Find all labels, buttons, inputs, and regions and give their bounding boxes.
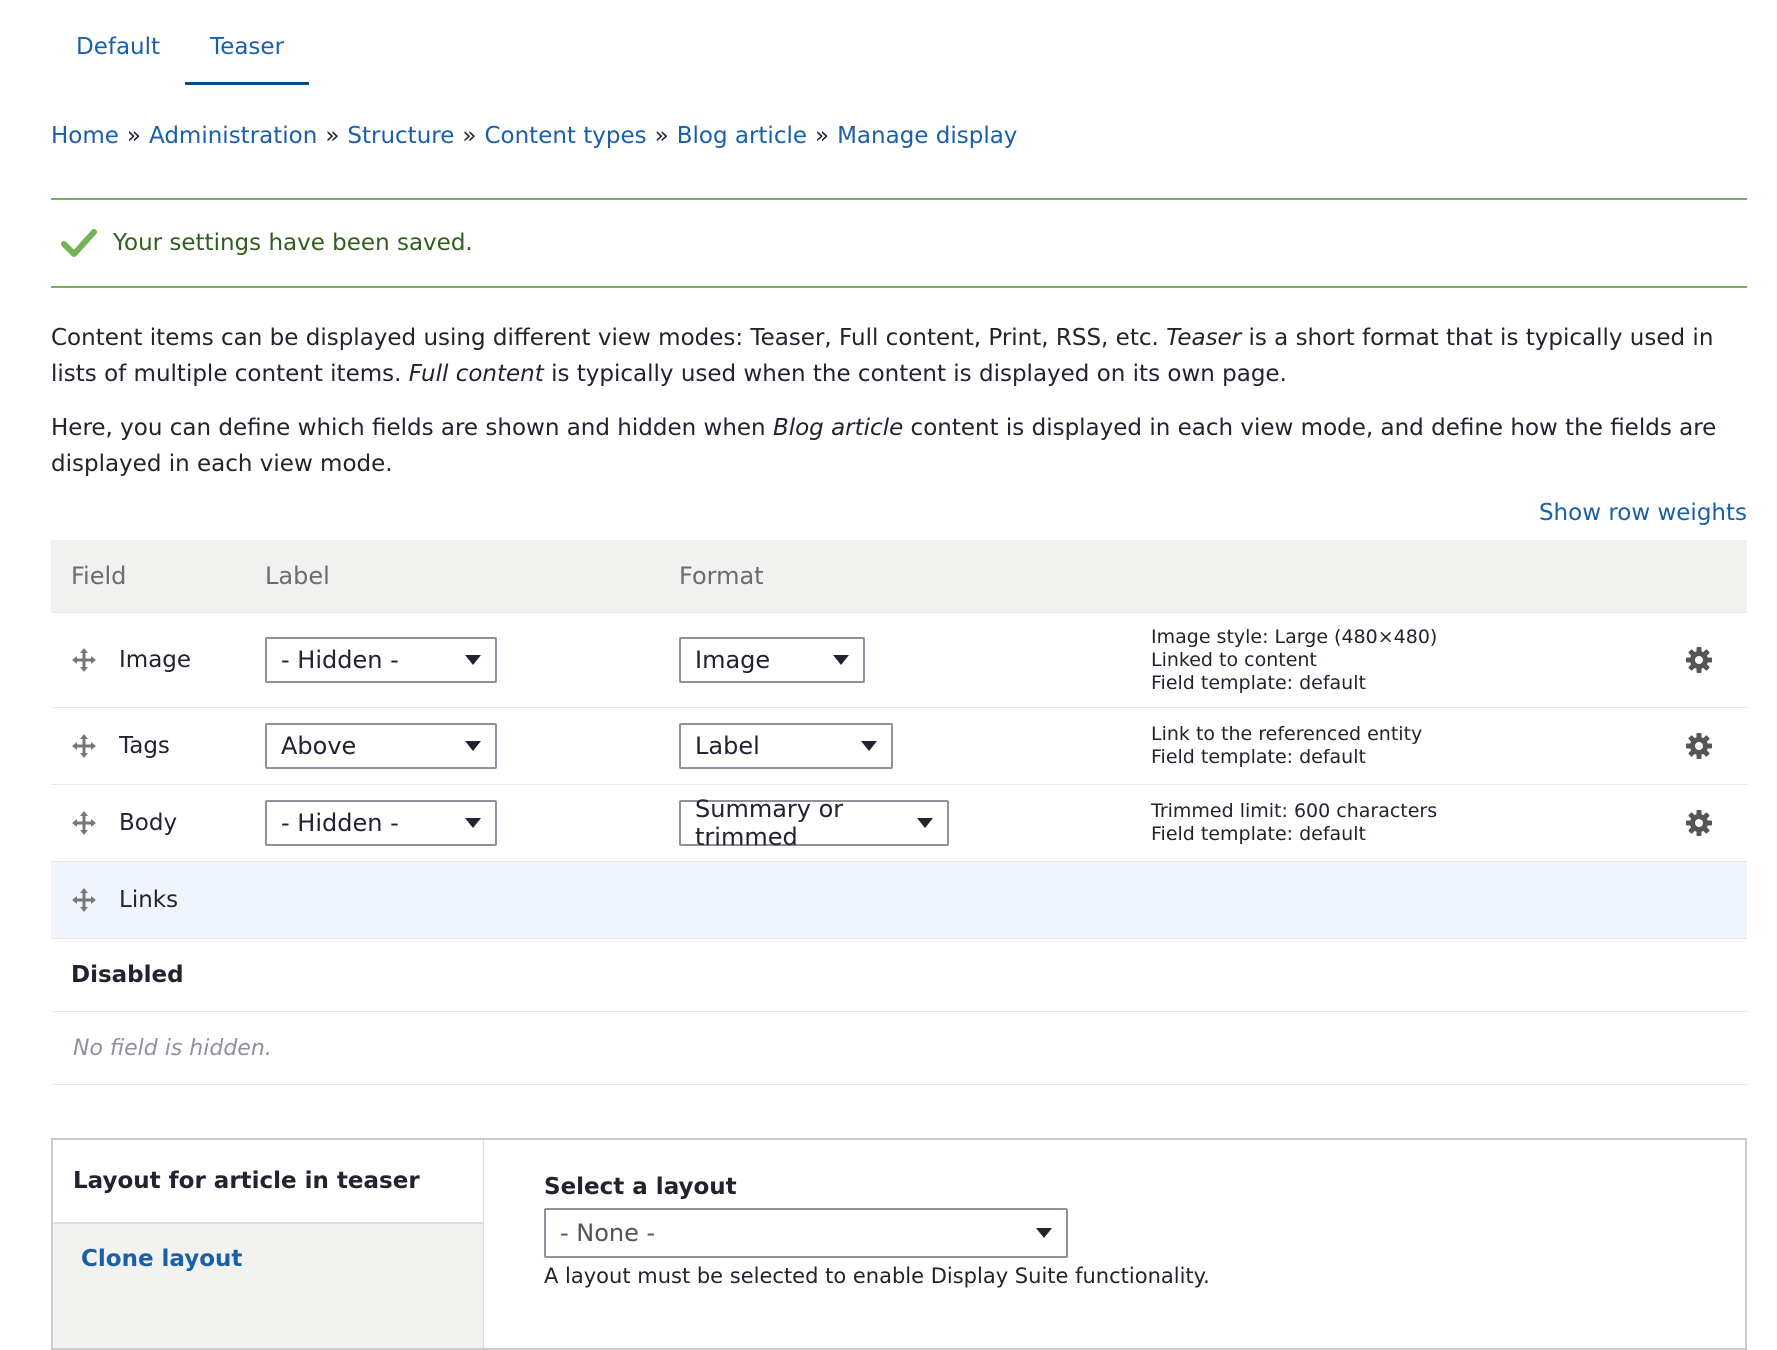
drag-handle-icon[interactable] (71, 647, 97, 673)
chevron-down-icon (465, 741, 481, 751)
breadcrumb-manage-display[interactable]: Manage display (837, 123, 1018, 149)
intro-paragraph-2: Here, you can define which fields are shown and hidden when Blog article content is displayed in each view mode, and define how the fields are displayed in each view mode. (51, 415, 1717, 477)
header-format: Format (679, 562, 764, 590)
gear-icon[interactable] (1685, 809, 1713, 837)
drag-handle-icon[interactable] (71, 887, 97, 913)
gear-icon[interactable] (1685, 646, 1713, 674)
breadcrumb-administration[interactable]: Administration (149, 123, 318, 149)
region-title: Disabled (71, 962, 184, 988)
breadcrumb-content-types[interactable]: Content types (484, 123, 647, 149)
gear-icon[interactable] (1685, 732, 1713, 760)
formatter-summary: Image style: Large (480×480) Linked to content Field template: default (1151, 625, 1438, 694)
chevron-down-icon (1036, 1228, 1052, 1238)
drag-handle-icon[interactable] (71, 733, 97, 759)
empty-message: No field is hidden. (73, 1035, 272, 1061)
field-name: Image (119, 647, 192, 673)
chevron-down-icon (917, 818, 933, 828)
breadcrumb-structure[interactable]: Structure (347, 123, 455, 149)
layout-select[interactable]: - None - (544, 1208, 1068, 1258)
fields-table (51, 540, 1747, 1085)
label-select[interactable]: Above (265, 723, 497, 769)
checkmark-icon (61, 225, 97, 261)
breadcrumb-separator: » (126, 123, 141, 149)
table-header (51, 540, 1747, 613)
chevron-down-icon (833, 655, 849, 665)
drag-handle-icon[interactable] (71, 810, 97, 836)
chevron-down-icon (465, 655, 481, 665)
tab-default[interactable]: Default (76, 34, 161, 60)
table-row (51, 708, 1747, 785)
intro-text (51, 320, 1751, 500)
region-disabled (51, 939, 1747, 1012)
intro-paragraph-1: Content items can be displayed using different view modes: Teaser, Full content, Print, RSS, etc. Teaser is a short format that is typically used in lists of multiple content items. Full content is typically used when the content is displayed on its own page. (51, 325, 1714, 387)
vtab-layout[interactable]: Layout for article in teaser (53, 1140, 483, 1224)
formatter-summary: Trimmed limit: 600 characters Field template: default (1151, 800, 1438, 845)
chevron-down-icon (465, 818, 481, 828)
format-select[interactable]: Summary or trimmed (679, 800, 949, 846)
header-field: Field (71, 562, 127, 590)
field-name: Tags (119, 733, 170, 759)
breadcrumb-separator: » (654, 123, 669, 149)
status-text: Your settings have been saved. (113, 230, 473, 256)
format-select[interactable]: Image (679, 637, 865, 683)
status-message (51, 198, 1747, 288)
label-select[interactable]: - Hidden - (265, 637, 497, 683)
vertical-tabs (53, 1140, 484, 1348)
show-row-weights-link[interactable]: Show row weights (1538, 500, 1747, 526)
table-row (51, 613, 1747, 708)
vtab-clone-layout[interactable]: Clone layout (81, 1246, 243, 1272)
breadcrumb-separator: » (815, 123, 830, 149)
breadcrumb-separator: » (325, 123, 340, 149)
breadcrumb-blog-article[interactable]: Blog article (676, 123, 807, 149)
label-select[interactable]: - Hidden - (265, 800, 497, 846)
field-name: Links (119, 887, 179, 913)
breadcrumb-separator: » (462, 123, 477, 149)
field-name: Body (119, 810, 178, 836)
breadcrumb (51, 123, 1017, 149)
table-row (51, 862, 1747, 939)
select-layout-label: Select a layout (544, 1174, 737, 1200)
breadcrumb-home[interactable]: Home (51, 123, 119, 149)
view-mode-tabs (51, 30, 309, 85)
chevron-down-icon (861, 741, 877, 751)
tab-teaser[interactable]: Teaser (185, 30, 309, 85)
layout-help-text: A layout must be selected to enable Display Suite functionality. (544, 1264, 1210, 1288)
header-label: Label (265, 562, 330, 590)
layout-settings (51, 1138, 1747, 1350)
table-row (51, 785, 1747, 862)
region-empty-row (51, 1012, 1747, 1085)
layout-pane (484, 1140, 1745, 1348)
formatter-summary: Link to the referenced entity Field template: default (1151, 723, 1423, 768)
format-select[interactable]: Label (679, 723, 893, 769)
